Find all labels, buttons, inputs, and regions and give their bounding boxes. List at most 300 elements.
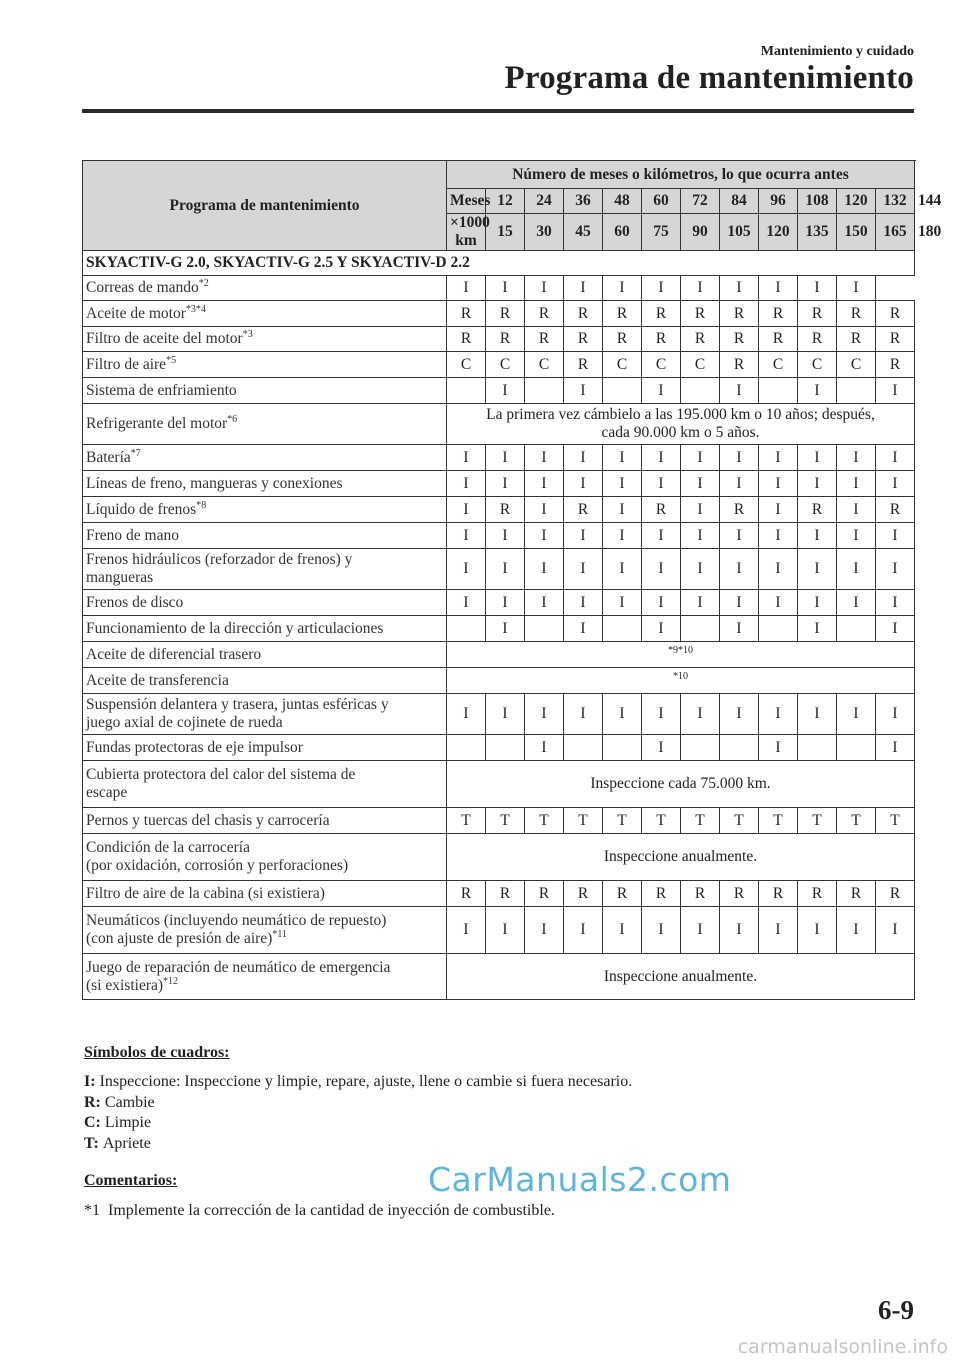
interval-cell: R <box>720 301 759 327</box>
interval-cell: C <box>759 352 798 378</box>
interval-cell <box>603 616 642 642</box>
table-row <box>83 881 915 907</box>
interval-cell: I <box>564 907 603 954</box>
interval-cell: R <box>837 301 876 327</box>
item-label: Neumáticos (incluyendo neumático de repuesto) <box>86 912 387 929</box>
km-cell: 135 <box>798 214 837 251</box>
legend-symbol: T: <box>84 1134 99 1152</box>
item-cell <box>83 590 447 616</box>
comments-heading: Comentarios: <box>84 1172 178 1189</box>
item-cell <box>83 276 447 301</box>
interval-cell: I <box>720 445 759 471</box>
interval-cell: I <box>681 471 720 497</box>
interval-cell: R <box>486 497 525 523</box>
interval-cell: I <box>681 549 720 590</box>
interval-cell: R <box>603 881 642 907</box>
interval-group-label: Número de meses o kilómetros, lo que ocurra antes <box>447 161 915 189</box>
km-cell: 105 <box>720 214 759 251</box>
interval-cell: I <box>798 549 837 590</box>
interval-cell: R <box>798 327 837 352</box>
footnote-ref: *11 <box>272 929 287 940</box>
maintenance-schedule-table <box>82 160 942 1000</box>
interval-cell: R <box>486 881 525 907</box>
note-cell: *9*10 <box>447 642 915 668</box>
item-cell <box>83 301 447 327</box>
interval-cell: I <box>642 616 681 642</box>
footnote-ref: *8 <box>196 499 207 511</box>
item-label: Freno de mano <box>86 526 179 544</box>
interval-cell: I <box>564 590 603 616</box>
interval-cell: I <box>798 378 837 404</box>
interval-cell: I <box>837 276 876 301</box>
item-label: Sistema de enfriamiento <box>86 381 237 399</box>
interval-cell: R <box>876 881 915 907</box>
interval-cell: I <box>876 445 915 471</box>
interval-cell: I <box>837 471 876 497</box>
km-cell: 120 <box>759 214 798 251</box>
interval-cell: C <box>642 352 681 378</box>
interval-cell: R <box>564 497 603 523</box>
page-title: Programa de mantenimiento <box>504 60 914 96</box>
legend-item <box>84 1113 632 1134</box>
interval-cell <box>525 378 564 404</box>
span-text: cada 90.000 km o 5 años. <box>601 424 760 441</box>
interval-cell: I <box>564 471 603 497</box>
item-label: Filtro de aire <box>86 355 167 373</box>
interval-cell: R <box>564 881 603 907</box>
item-label: (por oxidación, corrosión y perforaciones) <box>86 857 349 874</box>
interval-cell: I <box>603 907 642 954</box>
legend-symbol: I: <box>84 1073 96 1090</box>
item-label: Aceite de diferencial trasero <box>86 645 262 663</box>
item-cell <box>83 694 447 735</box>
interval-cell: I <box>681 523 720 549</box>
interval-cell: I <box>798 445 837 471</box>
interval-cell: I <box>759 276 798 301</box>
interval-cell: I <box>759 590 798 616</box>
interval-cell: T <box>720 808 759 834</box>
item-label: Aceite de motor <box>86 304 186 322</box>
interval-cell <box>681 735 720 761</box>
interval-cell: I <box>759 907 798 954</box>
legend-item <box>84 1134 632 1155</box>
interval-cell: I <box>564 378 603 404</box>
interval-cell: I <box>447 549 486 590</box>
month-cell: 96 <box>759 189 798 214</box>
interval-cell: R <box>603 301 642 327</box>
km-cell: 165 <box>876 214 915 251</box>
interval-cell: I <box>564 445 603 471</box>
interval-cell: I <box>642 549 681 590</box>
interval-cell <box>525 616 564 642</box>
item-cell <box>83 907 447 954</box>
interval-cell <box>798 735 837 761</box>
interval-cell: I <box>642 471 681 497</box>
engine-section-row: SKYACTIV-G 2.0, SKYACTIV-G 2.5 Y SKYACTIV-D 2.2 <box>83 251 915 276</box>
item-label: (con ajuste de presión de aire) <box>86 930 273 947</box>
interval-cell: I <box>525 549 564 590</box>
interval-cell: I <box>447 523 486 549</box>
interval-cell: I <box>759 694 798 735</box>
interval-cell: I <box>486 694 525 735</box>
interval-cell: I <box>681 497 720 523</box>
interval-cell: R <box>759 301 798 327</box>
item-cell <box>83 881 447 907</box>
interval-cell: I <box>447 276 486 301</box>
section-title: Mantenimiento y cuidado <box>760 44 914 59</box>
interval-cell: T <box>837 808 876 834</box>
interval-cell: I <box>564 523 603 549</box>
table-row <box>83 808 915 834</box>
interval-cell: C <box>837 352 876 378</box>
footnote-ref: *5 <box>166 354 177 366</box>
item-cell <box>83 445 447 471</box>
month-cell: 72 <box>681 189 720 214</box>
legend-text: Limpie <box>104 1114 152 1131</box>
interval-cell: I <box>759 445 798 471</box>
interval-cell: I <box>798 523 837 549</box>
interval-cell: R <box>720 352 759 378</box>
interval-cell: I <box>642 378 681 404</box>
interval-cell: I <box>720 523 759 549</box>
interval-cell <box>759 616 798 642</box>
km-cell: 90 <box>681 214 720 251</box>
interval-cell: R <box>759 327 798 352</box>
interval-cell: I <box>603 549 642 590</box>
interval-cell: T <box>486 808 525 834</box>
interval-cell: I <box>720 378 759 404</box>
interval-cell: I <box>681 590 720 616</box>
interval-cell: I <box>759 735 798 761</box>
interval-cell: I <box>642 523 681 549</box>
interval-cell: I <box>603 694 642 735</box>
interval-cell: I <box>876 907 915 954</box>
item-cell <box>83 497 447 523</box>
interval-cell: I <box>798 471 837 497</box>
footnote-ref: *3 <box>242 329 253 340</box>
interval-cell: I <box>564 276 603 301</box>
interval-cell: I <box>642 276 681 301</box>
table-row <box>83 445 915 471</box>
interval-cell: I <box>486 590 525 616</box>
interval-cell: R <box>837 327 876 352</box>
interval-cell: R <box>798 301 837 327</box>
interval-cell <box>837 735 876 761</box>
interval-cell: R <box>798 497 837 523</box>
interval-cell: C <box>681 352 720 378</box>
watermark-carmanualsonline: carmanualsonline.info <box>737 1336 948 1358</box>
table-row <box>83 735 915 761</box>
interval-cell: C <box>447 352 486 378</box>
interval-cell <box>759 378 798 404</box>
interval-cell: R <box>681 301 720 327</box>
interval-cell: R <box>486 301 525 327</box>
item-label: Líneas de freno, mangueras y conexiones <box>86 474 343 492</box>
interval-cell: T <box>642 808 681 834</box>
interval-cell: I <box>486 523 525 549</box>
interval-cell: I <box>564 616 603 642</box>
interval-cell: I <box>837 907 876 954</box>
interval-cell: T <box>876 808 915 834</box>
legend <box>84 1044 632 1154</box>
span-text: La primera vez cámbielo a las 195.000 km o 10 años; después, <box>486 406 875 423</box>
item-label: Correas de mando <box>86 279 199 296</box>
span-cell <box>447 834 915 881</box>
interval-cell: R <box>447 881 486 907</box>
table-row <box>83 378 915 404</box>
interval-cell: R <box>681 327 720 352</box>
months-label: Meses <box>447 189 486 214</box>
interval-cell: R <box>564 352 603 378</box>
interval-cell: T <box>603 808 642 834</box>
interval-cell: I <box>681 907 720 954</box>
interval-cell: R <box>681 881 720 907</box>
item-cell <box>83 668 447 694</box>
month-cell: 12 <box>486 189 525 214</box>
table-row <box>83 590 915 616</box>
interval-cell: R <box>564 301 603 327</box>
interval-cell: R <box>486 327 525 352</box>
table-row <box>83 549 915 590</box>
interval-cell: I <box>837 590 876 616</box>
interval-cell: T <box>798 808 837 834</box>
interval-cell: I <box>486 549 525 590</box>
interval-cell: I <box>486 616 525 642</box>
interval-cell <box>603 735 642 761</box>
interval-cell: I <box>603 523 642 549</box>
interval-cell: I <box>720 276 759 301</box>
month-cell: 36 <box>564 189 603 214</box>
table-row <box>83 668 915 694</box>
interval-cell: R <box>837 881 876 907</box>
km-cell: 75 <box>642 214 681 251</box>
interval-cell: I <box>525 445 564 471</box>
km-cell: 150 <box>837 214 876 251</box>
interval-cell: T <box>681 808 720 834</box>
month-cell: 120 <box>837 189 876 214</box>
item-cell <box>83 616 447 642</box>
interval-cell <box>681 378 720 404</box>
interval-cell: I <box>876 694 915 735</box>
item-cell <box>83 761 447 808</box>
interval-cell: I <box>447 907 486 954</box>
interval-cell <box>447 616 486 642</box>
interval-cell: I <box>759 549 798 590</box>
item-label: Aceite de transferencia <box>86 671 229 689</box>
item-cell <box>83 642 447 668</box>
legend-heading: Símbolos de cuadros: <box>84 1044 230 1061</box>
interval-cell: I <box>486 907 525 954</box>
interval-cell: I <box>720 907 759 954</box>
table-row <box>83 276 915 301</box>
span-text: Inspeccione anualmente. <box>603 848 758 865</box>
interval-cell: I <box>876 735 915 761</box>
interval-cell: R <box>642 327 681 352</box>
interval-cell: I <box>642 590 681 616</box>
interval-cell: I <box>681 276 720 301</box>
item-label: mangueras <box>86 569 154 586</box>
footnote-ref: *2 <box>198 278 209 289</box>
interval-cell: I <box>759 497 798 523</box>
interval-cell: I <box>642 694 681 735</box>
table-row <box>83 471 915 497</box>
item-label: Cubierta protectora del calor del sistema de <box>86 766 356 783</box>
interval-cell: I <box>564 694 603 735</box>
legend-text: Apriete <box>102 1134 151 1152</box>
item-label: Suspensión delantera y trasera, juntas esféricas y <box>86 696 389 713</box>
interval-cell: R <box>447 301 486 327</box>
header-rule <box>82 109 914 113</box>
span-cell <box>447 761 915 808</box>
interval-cell: T <box>759 808 798 834</box>
interval-cell: I <box>447 471 486 497</box>
interval-cell <box>447 735 486 761</box>
legend-symbol: R: <box>84 1093 101 1111</box>
interval-cell: I <box>525 276 564 301</box>
interval-cell: I <box>759 471 798 497</box>
interval-cell: I <box>603 276 642 301</box>
item-label: Condición de la carrocería <box>86 839 250 856</box>
month-cell: 132 <box>876 189 915 214</box>
interval-cell: I <box>603 590 642 616</box>
km-label: ×1000 km <box>447 214 486 251</box>
item-label: Refrigerante del motor <box>86 415 228 432</box>
interval-cell: I <box>837 497 876 523</box>
interval-cell: C <box>486 352 525 378</box>
table-row <box>83 954 915 1000</box>
interval-cell: I <box>876 549 915 590</box>
interval-cell: I <box>525 497 564 523</box>
interval-cell: R <box>603 327 642 352</box>
interval-cell: R <box>876 301 915 327</box>
interval-cell: I <box>720 590 759 616</box>
interval-cell: I <box>486 378 525 404</box>
table-row <box>83 404 915 445</box>
interval-cell: I <box>525 523 564 549</box>
item-cell <box>83 404 447 445</box>
interval-cell: R <box>525 881 564 907</box>
interval-cell: I <box>681 445 720 471</box>
interval-cell: I <box>837 549 876 590</box>
km-row: ×1000 km 15 30 45 60 75 90 105 120 135 150 165 180 <box>83 214 915 251</box>
interval-cell: R <box>876 352 915 378</box>
item-cell <box>83 834 447 881</box>
interval-cell: I <box>486 445 525 471</box>
interval-cell <box>837 378 876 404</box>
item-label: Líquido de frenos <box>86 500 197 518</box>
interval-cell <box>720 735 759 761</box>
item-label: Filtro de aceite del motor <box>86 330 243 347</box>
table-row <box>83 352 915 378</box>
interval-cell: I <box>798 276 837 301</box>
interval-cell: R <box>564 327 603 352</box>
interval-cell: I <box>564 549 603 590</box>
interval-cell: I <box>798 590 837 616</box>
interval-cell: R <box>759 881 798 907</box>
footnote-text: Implemente la corrección de la cantidad de inyección de combustible. <box>108 1202 555 1219</box>
interval-cell: I <box>525 907 564 954</box>
table-row <box>83 907 915 954</box>
legend-text: Cambie <box>104 1093 155 1111</box>
interval-cell: I <box>447 445 486 471</box>
item-cell <box>83 549 447 590</box>
interval-cell: I <box>447 694 486 735</box>
legend-items <box>84 1072 632 1154</box>
item-label: (si existiera) <box>86 976 164 994</box>
table-row <box>83 761 915 808</box>
item-label: Pernos y tuercas del chasis y carrocería <box>86 811 330 829</box>
interval-cell <box>447 378 486 404</box>
table-header <box>83 161 942 251</box>
span-cell <box>447 404 915 445</box>
table-row <box>83 327 915 352</box>
interval-cell: I <box>720 694 759 735</box>
legend-item <box>84 1072 632 1093</box>
interval-cell: R <box>798 881 837 907</box>
interval-cell: I <box>642 445 681 471</box>
km-cell: 15 <box>486 214 525 251</box>
interval-cell: I <box>798 616 837 642</box>
interval-cell: I <box>486 276 525 301</box>
item-label: Frenos de disco <box>86 593 184 611</box>
interval-cell: I <box>798 907 837 954</box>
footnote-ref: *3*4 <box>185 303 206 315</box>
item-cell <box>83 954 447 1000</box>
interval-cell: I <box>681 694 720 735</box>
interval-cell: I <box>642 735 681 761</box>
interval-cell <box>837 616 876 642</box>
footnote-ref: *6 <box>227 414 238 425</box>
item-label: escape <box>86 784 128 801</box>
interval-cell: I <box>447 590 486 616</box>
interval-cell: I <box>876 616 915 642</box>
item-cell <box>83 327 447 352</box>
interval-cell <box>486 735 525 761</box>
interval-cell: T <box>447 808 486 834</box>
interval-cell: T <box>564 808 603 834</box>
interval-cell: R <box>642 301 681 327</box>
item-cell <box>83 523 447 549</box>
item-label: Fundas protectoras de eje impulsor <box>86 738 303 756</box>
item-label: Batería <box>86 448 131 466</box>
legend-item <box>84 1093 632 1114</box>
km-cell: 60 <box>603 214 642 251</box>
months-row: Meses 12 24 36 48 60 72 84 96 108 120 132 144 <box>83 189 915 214</box>
interval-cell <box>681 616 720 642</box>
table-row <box>83 523 915 549</box>
month-cell: 60 <box>642 189 681 214</box>
item-cell <box>83 471 447 497</box>
interval-cell <box>564 735 603 761</box>
item-label: juego axial de cojinete de rueda <box>86 714 283 731</box>
interval-cell: I <box>876 471 915 497</box>
interval-cell: I <box>876 378 915 404</box>
interval-cell: I <box>603 445 642 471</box>
interval-cell: I <box>603 497 642 523</box>
item-label: Frenos hidráulicos (reforzador de frenos) y <box>86 551 353 568</box>
legend-symbol: C: <box>84 1114 101 1131</box>
item-cell <box>83 352 447 378</box>
interval-cell: I <box>486 471 525 497</box>
footnote <box>84 1202 555 1220</box>
interval-cell: I <box>525 590 564 616</box>
table-row <box>83 694 915 735</box>
page-number: 6-9 <box>878 1295 914 1325</box>
interval-cell: R <box>720 327 759 352</box>
footnote-ref: *12 <box>163 975 179 987</box>
interval-cell: R <box>642 881 681 907</box>
note-cell: *10 <box>447 668 915 694</box>
